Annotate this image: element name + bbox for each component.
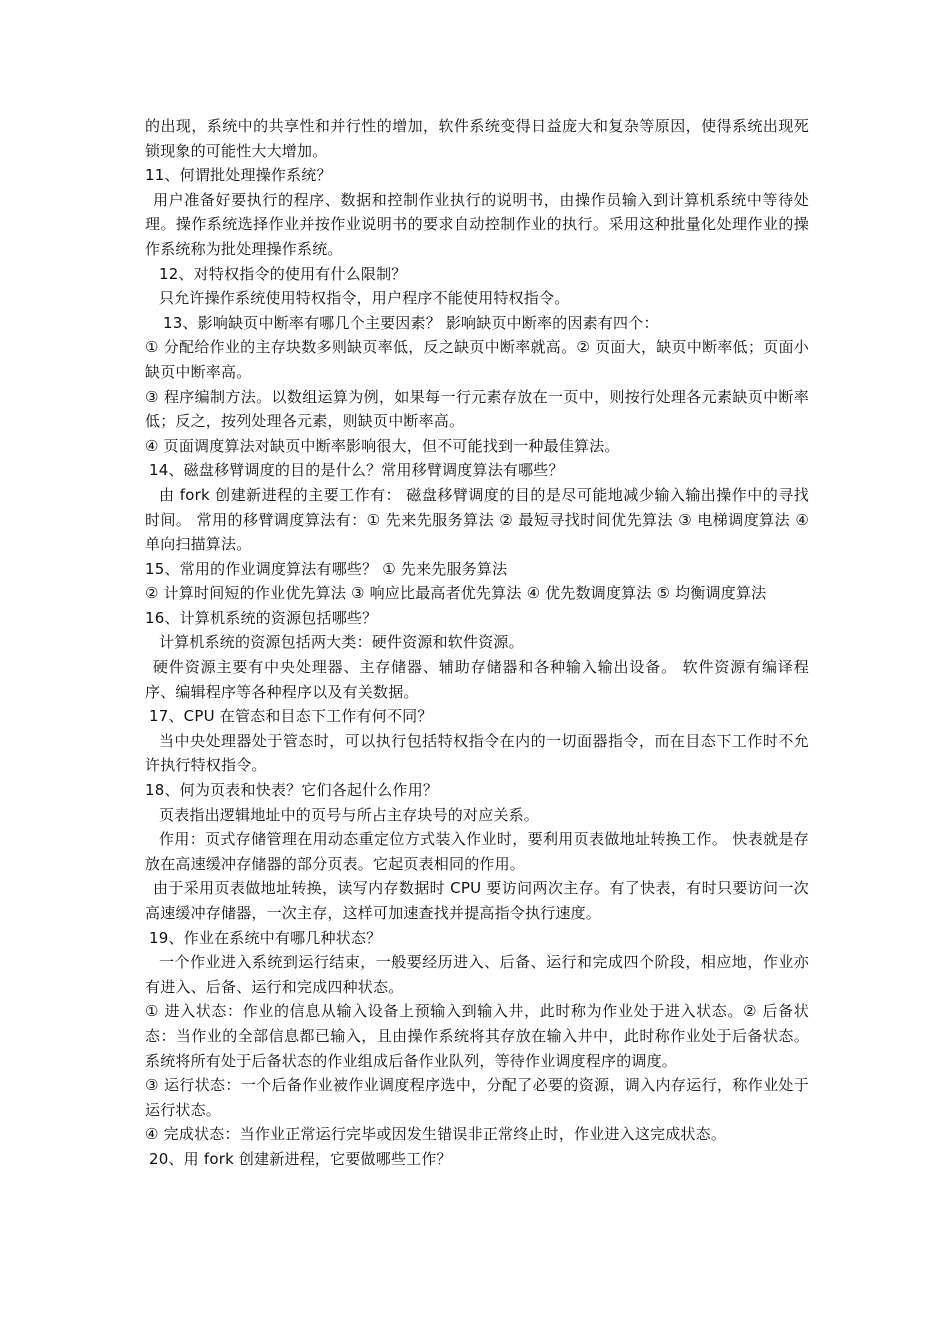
paragraph: 14、磁盘移臂调度的目的是什么？常用移臂调度算法有哪些？ — [149, 461, 564, 480]
paragraph: ② 计算时间短的作业优先算法 ③ 响应比最高者优先算法 ④ 优先数调度算法 ⑤ 均衡调度算法 — [145, 584, 767, 603]
paragraph: 硬件资源主要有中央处理器、主存储器、辅助存储器和各种输入输出设备。 软件资源有编译程序、编辑程序等各种程序以及有关数据。 — [145, 658, 809, 701]
document-body — [145, 114, 809, 1172]
paragraph: 页表指出逻辑地址中的页号与所占主存块号的对应关系。 — [159, 805, 540, 824]
paragraph: 计算机系统的资源包括两大类：硬件资源和软件资源。 — [159, 633, 524, 652]
paragraph: ③ 运行状态：一个后备作业被作业调度程序选中，分配了必要的资源，调入内存运行，称作业处于运行状态。 — [145, 1076, 809, 1119]
paragraph: 用户准备好要执行的程序、数据和控制作业执行的说明书，由操作员输入到计算机系统中等待处理。操作系统选择作业并按作业说明书的要求自动控制作业的执行。采用这种批量化处理作业的操作系统称为批处理操作系统。 — [145, 190, 809, 258]
paragraph: 16、计算机系统的资源包括哪些？ — [145, 608, 378, 627]
paragraph: 一个作业进入系统到运行结束，一般要经历进入、后备、运行和完成四个阶段，相应地，作业亦有进入、后备、运行和完成四种状态。 — [145, 953, 809, 996]
paragraph: 的出现，系统中的共享性和并行性的增加，软件系统变得日益庞大和复杂等原因，使得系统出现死锁现象的可能性大大增加。 — [145, 117, 809, 160]
paragraph: 由于采用页表做地址转换，读写内存数据时 CPU 要访问两次主存。有了快表，有时只要访问一次高速缓冲存储器，一次主存，这样可加速查找并提高指令执行速度。 — [145, 879, 809, 922]
paragraph: 15、常用的作业调度算法有哪些？ ① 先来先服务算法 — [145, 559, 508, 578]
paragraph: 13、影响缺页中断率有哪几个主要因素？ 影响缺页中断率的因素有四个： — [163, 313, 659, 332]
paragraph: 17、CPU 在管态和目态下工作有何不同？ — [149, 707, 433, 726]
paragraph: ① 分配给作业的主存块数多则缺页率低，反之缺页中断率就高。② 页面大，缺页中断率低；页面小缺页中断率高。 — [145, 338, 809, 381]
paragraph: 12、对特权指令的使用有什么限制？ — [159, 264, 407, 283]
paragraph: ① 进入状态：作业的信息从输入设备上预输入到输入井，此时称为作业处于进入状态。② 后备状态：当作业的全部信息都已输入，且由操作系统将其存放在输入井中，此时称作业处于后备状态。系统将所有处于后备状态的作业组成后备作业队列，等待作业调度程序的调度。 — [145, 1002, 809, 1070]
paragraph: 11、何谓批处理操作系统？ — [145, 166, 332, 185]
paragraph: 由 fork 创建新进程的主要工作有： 磁盘移臂调度的目的是尽可能地减少输入输出操作中的寻找时间。 常用的移臂调度算法有：① 先来先服务算法 ② 最短寻找时间优先算法 ③ 电梯调度算法 ④ 单向扫描算法。 — [145, 485, 809, 554]
paragraph: ④ 页面调度算法对缺页中断率影响很大，但不可能找到一种最佳算法。 — [145, 436, 620, 455]
paragraph: 作用：页式存储管理在用动态重定位方式装入作业时，要利用页表做地址转换工作。 快表就是存放在高速缓冲存储器的部分页表。它起页表相同的作用。 — [145, 830, 809, 873]
paragraph: ④ 完成状态：当作业正常运行完毕或因发生错误非正常终止时，作业进入这完成状态。 — [145, 1125, 727, 1144]
paragraph: 19、作业在系统中有哪几种状态？ — [149, 928, 382, 947]
paragraph: 18、何为页表和快表？它们各起什么作用？ — [145, 781, 439, 800]
paragraph: ③ 程序编制方法。以数组运算为例，如果每一行元素存放在一页中，则按行处理各元素缺页中断率低；反之，按列处理各元素，则缺页中断率高。 — [145, 387, 809, 431]
paragraph: 20、用 fork 创建新进程，它要做哪些工作？ — [149, 1149, 452, 1168]
paragraph: 只允许操作系统使用特权指令，用户程序不能使用特权指令。 — [159, 289, 570, 308]
paragraph: 当中央处理器处于管态时，可以执行包括特权指令在内的一切面器指令，而在目态下工作时不允许执行特权指令。 — [145, 731, 809, 775]
